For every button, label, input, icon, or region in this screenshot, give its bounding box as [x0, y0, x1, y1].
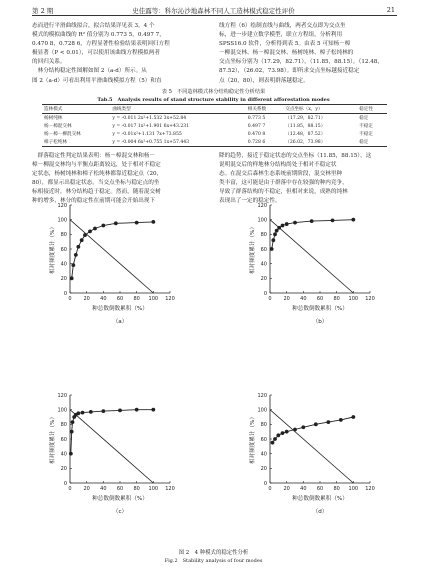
data-point [271, 441, 275, 445]
table-header-cell: 相关系数 [246, 105, 284, 114]
y-tick-label: 60 [60, 436, 67, 443]
table-cell: y = -0.017 1x²+1.901 6x+43.231 [112, 123, 190, 129]
y-tick-label: 0 [63, 480, 67, 487]
x-tick-label: 120 [165, 486, 175, 492]
reference-line [270, 220, 353, 293]
x-tick-label: 80 [133, 296, 140, 302]
table-cell: 0.728 6 [246, 138, 284, 147]
text-line: 类丰富，这可能是由于群落中存在较强的种内竞争， [219, 180, 348, 187]
y-tick-label: 120 [57, 202, 67, 209]
y-tick-label: 120 [257, 392, 267, 399]
y-tick-label: 120 [57, 392, 67, 399]
table-cell: y = -0.011 2x²+1.532 3x+52.84 [112, 115, 187, 121]
x-tick-label: 100 [148, 486, 159, 492]
data-point [118, 409, 122, 413]
text-line: 林分结构稳定性图解如图 2（a-d）所示。从 [32, 68, 147, 75]
figure-caption-cn: 图 2 4 种模式的稳定性分析 [178, 550, 249, 556]
y-axis-label: 相对频度累计（%） [50, 413, 56, 465]
text-line: 87.52），（26.02，73.98）。即所求交点坐标越接近稳定 [219, 68, 360, 75]
table-cell: （17.29，82.71） [285, 116, 326, 121]
x-tick-label: 20 [83, 486, 90, 492]
y-tick-label: 20 [60, 276, 67, 283]
data-point [331, 219, 335, 223]
x-tick-label: 80 [333, 296, 340, 302]
data-point [83, 233, 87, 237]
y-axis-label: 相对频度累计（%） [250, 223, 256, 275]
x-tick-label: 120 [365, 486, 375, 492]
x-tick-label: 80 [333, 486, 340, 492]
x-axis-label: 种总数倒数累积（%） [92, 306, 148, 312]
text-line: 极显著（P < 0.01），可以使用该曲线方程模拟两者 [32, 50, 160, 57]
x-tick-label: 20 [83, 296, 90, 302]
data-point [281, 431, 285, 435]
text-line: 表现出了一定的稳定性。 [219, 198, 281, 205]
data-point [293, 221, 297, 225]
text-line: 交点坐标分别为（17.29，82.71），（11.85，88.15），（12.48， [219, 59, 383, 66]
data-point [314, 422, 318, 426]
text-line: 态。在混交后森林生态系统前期阶段，混交林里种 [219, 171, 343, 178]
data-point [88, 230, 92, 234]
y-axis-label: 相对频度累计（%） [50, 223, 56, 275]
y-tick-label: 100 [57, 217, 67, 224]
data-point [281, 224, 285, 228]
data-point [276, 433, 280, 437]
table-cell: （12.48，87.52） [285, 132, 326, 137]
table-cell: （26.02，73.98） [283, 138, 357, 147]
x-tick-label: 80 [133, 486, 140, 492]
data-point [301, 425, 305, 429]
data-point [135, 221, 139, 225]
data-point [326, 420, 330, 424]
text-line: －柳混交林、杨－樟混交林、杨树纯林、樟子松纯林的 [219, 50, 354, 57]
x-tick-label: 20 [283, 296, 290, 302]
table-cell: （11.85，88.15） [285, 124, 326, 129]
table-header-cell: 曲线类型 [110, 105, 245, 114]
text-line: 的回归关系。 [32, 59, 66, 66]
y-tick-label: 120 [257, 202, 267, 209]
page-header-left: 第 2 期 [32, 7, 54, 15]
table-cell: 不稳定 [359, 124, 373, 129]
data-point [81, 411, 85, 415]
x-tick-label: 20 [283, 486, 290, 492]
x-axis-label: 种总数倒数累积（%） [92, 496, 148, 502]
data-point [93, 227, 97, 231]
table-cell: 稳定 [357, 138, 387, 147]
y-tick-label: 40 [260, 261, 267, 268]
text-line: 樟－柳混交林均与平衡点距离较远，处于相对不稳定 [32, 162, 161, 169]
x-axis-label: 种总数倒数累积（%） [292, 306, 348, 312]
x-tick-label: 40 [300, 296, 307, 302]
data-point [76, 245, 80, 249]
table-cell: 0.470 8 [247, 131, 266, 137]
y-tick-label: 40 [60, 261, 67, 268]
page-header-title: 史佳露等：科尔沁沙地森林不同人工造林模式稳定性评价 [132, 7, 295, 15]
y-tick-label: 100 [57, 407, 67, 414]
table-cell: 0.497 7 [247, 123, 266, 129]
data-point [71, 420, 75, 424]
table-title-en: Tab.5 Analysis results of stand structure stability in different afforestation modes [97, 97, 330, 103]
data-point [76, 411, 80, 415]
y-tick-label: 0 [263, 480, 267, 487]
text-line: 点（20，80），则表明群落越稳定。 [219, 77, 309, 84]
x-tick-label: 0 [68, 486, 72, 492]
data-point [293, 428, 297, 432]
y-tick-label: 20 [60, 466, 67, 473]
table-cell: 稳定 [359, 116, 369, 121]
panel-label: （a） [112, 319, 128, 325]
table-cell: 杨－樟混交林 [44, 124, 72, 129]
text-line: 种的增多，林分的稳定性在前期可能会开始出现下 [32, 198, 156, 205]
table-title-cn: 表 5 不同造林模式林分结构稳定性分析结果 [161, 89, 266, 95]
table-cell: 杨树纯林 [44, 116, 63, 121]
data-point [277, 226, 281, 230]
data-point [285, 222, 289, 226]
y-tick-label: 60 [60, 246, 67, 253]
data-point [275, 229, 279, 233]
data-point [69, 452, 73, 456]
y-tick-label: 60 [260, 246, 267, 253]
y-tick-label: 40 [260, 451, 267, 458]
table-header-cell: 造林模式 [42, 105, 110, 114]
text-line: 模式的模拟曲线的 R² 值分别为 0.773 5，0.497 7， [32, 32, 165, 39]
table-cell: 樟子松纯林 [42, 138, 110, 147]
text-line: 线方程（6）绘制直线与曲线，两者交点即为交点坐 [219, 23, 346, 29]
y-tick-label: 80 [260, 232, 267, 239]
x-tick-label: 60 [316, 486, 324, 492]
y-tick-label: 60 [260, 436, 267, 443]
y-tick-label: 80 [60, 422, 67, 429]
page-number: 21 [386, 6, 395, 14]
data-point [114, 221, 118, 225]
panel-label: （d） [312, 509, 328, 515]
fit-curve [272, 220, 354, 249]
x-tick-label: 0 [268, 486, 272, 492]
y-tick-label: 100 [257, 217, 267, 224]
data-point [71, 263, 75, 267]
table-cell: 0.773 5 [247, 115, 266, 121]
text-line: 标相接近时，林分结构趋于稳定。然而，随着混交树 [32, 189, 161, 196]
data-point [70, 276, 74, 280]
x-tick-label: 100 [348, 296, 359, 302]
text-line: 态而进行平滑曲线拟合，拟合结果详见表 3。4 个 [32, 23, 155, 29]
text-line: 图 2（a-d）可看出利用平滑曲线模拟方程（5）和直 [32, 77, 162, 84]
text-line: 定状态，杨树纯林和樟子松纯林都靠近稳定点（20， [32, 171, 163, 178]
data-point [101, 224, 105, 228]
table-header-cell: 稳定性 [357, 105, 387, 114]
data-point [74, 253, 78, 257]
text-line: 降的趋势，接近于稳定状态的交点坐标（11.85，88.15），这 [219, 153, 372, 159]
data-point [351, 218, 355, 222]
x-tick-label: 40 [100, 486, 107, 492]
x-tick-label: 60 [116, 486, 124, 492]
table-cell: y = -0.004 6x²+0.755 1x+57.443 [110, 138, 245, 147]
table-cell: 杨－樟－柳混交林 [44, 132, 81, 137]
table-cell: y = -0.01x²+1.131 7x+73.855 [112, 131, 182, 137]
x-tick-label: 40 [100, 296, 107, 302]
x-tick-label: 60 [316, 296, 324, 302]
fit-curve [72, 222, 154, 278]
reference-line [70, 410, 153, 483]
data-point [351, 415, 355, 419]
panel-label: （c） [112, 509, 128, 515]
x-tick-label: 100 [148, 296, 159, 302]
data-point [135, 408, 139, 412]
data-point [285, 430, 289, 434]
text-line: 群落稳定性判定结果表明：杨－樟混交林和杨－ [32, 153, 156, 159]
data-point [271, 238, 275, 242]
figure-caption-en: Fig.2 Stability analysis of four modes [164, 558, 263, 564]
y-tick-label: 20 [260, 466, 267, 473]
y-tick-label: 40 [60, 451, 67, 458]
data-point [80, 238, 84, 242]
data-point [270, 247, 274, 251]
x-tick-label: 100 [348, 486, 359, 492]
x-tick-label: 0 [68, 296, 72, 302]
data-point [339, 418, 343, 422]
x-tick-label: 0 [268, 296, 272, 302]
data-point [101, 409, 105, 413]
y-tick-label: 80 [60, 232, 67, 239]
text-line: SPSS16.0 软件，分析得到表 5。由表 5 可知杨－樟 [219, 41, 351, 48]
y-tick-label: 20 [260, 276, 267, 283]
panel-label: （b） [312, 319, 328, 325]
text-line: 标，进一步建立数学模型，联立方程组，分析利用 [219, 32, 343, 39]
text-line: 说明混交后的样地林分结构尚处于相对不稳定状 [219, 162, 337, 169]
y-axis-label: 相对频度累计（%） [250, 413, 256, 465]
y-tick-label: 0 [63, 290, 67, 297]
data-point [89, 410, 93, 414]
table-header-cell: 交点坐标（x，y） [283, 105, 357, 114]
reference-line [70, 220, 153, 293]
x-tick-label: 60 [116, 296, 124, 302]
x-axis-label: 种总数倒数累积（%） [292, 496, 348, 502]
text-line: 80），都显示出稳定状态。当交点坐标与稳定点的坐 [32, 180, 160, 187]
table-cell: 不稳定 [359, 132, 373, 137]
y-tick-label: 80 [260, 422, 267, 429]
data-point [310, 219, 314, 223]
text-line: 导致了群落结构的不稳定，但相对来说，成熟的纯林 [219, 189, 348, 196]
data-point [151, 220, 155, 224]
x-tick-label: 40 [300, 486, 307, 492]
data-point [273, 232, 277, 236]
x-tick-label: 120 [365, 296, 375, 302]
y-tick-label: 0 [263, 290, 267, 297]
data-point [70, 430, 74, 434]
y-tick-label: 100 [257, 407, 267, 414]
x-tick-label: 120 [165, 296, 175, 302]
data-point [151, 408, 155, 412]
data-point [273, 437, 277, 441]
text-line: 0.470 8，0.728 6，方程显著性检验结果表明回归方程 [32, 41, 170, 48]
